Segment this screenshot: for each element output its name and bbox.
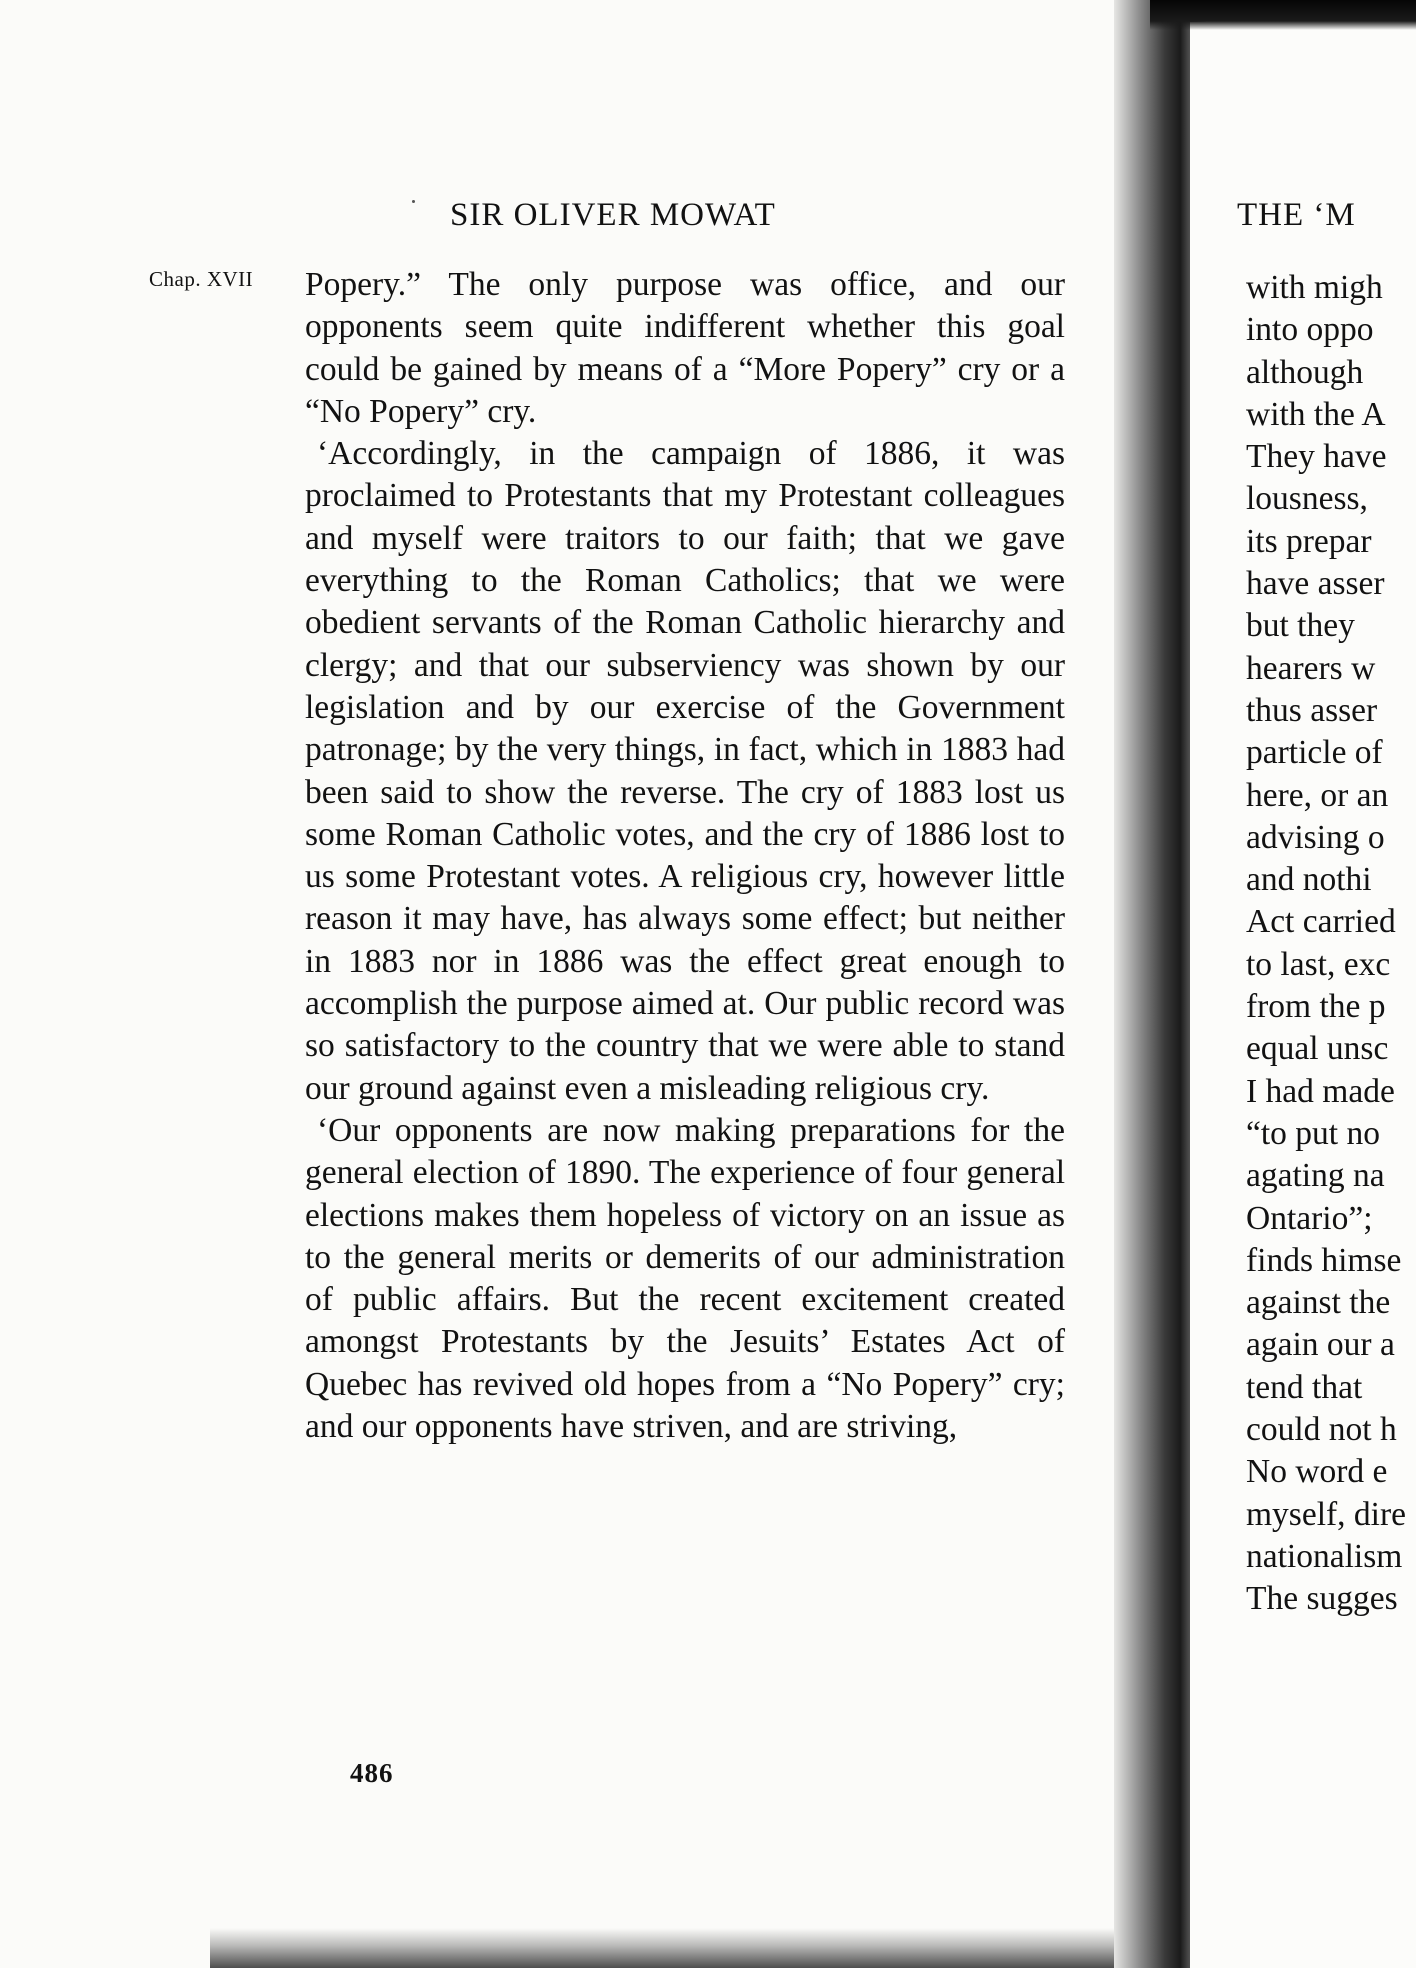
paragraph-1: Popery.” The only purpose was office, and our opponents seem quite indifferent whether this goal could be gained by means of a “More Popery” cry or a “No Popery” cry. [305, 266, 1065, 430]
right-page-line: “to put no [1246, 1114, 1380, 1152]
right-running-head: THE ‘M [1237, 197, 1356, 233]
right-page-line: equal unsc [1246, 1030, 1389, 1068]
right-page-line: advising o [1246, 818, 1385, 856]
right-page-line: its prepar [1246, 522, 1372, 560]
right-page-line: to last, exc [1246, 945, 1391, 983]
paragraph-3: ‘Our opponents are now making preparations for the general election of 1890. The experience of four general elections makes them hopeless of victory on an issue as to the general merits or demerits of our administration of public affairs. But the recent excitement created amongst Protestants by the Jesuits’ Estates Act of Quebec has revived old hopes from a “No Popery” cry; and our opponents have striven, and are striving, [305, 1111, 1065, 1446]
right-page-text [1246, 267, 1406, 1621]
body-text [305, 264, 1065, 1448]
top-edge-shadow [1150, 0, 1416, 30]
right-page-line: I had made [1246, 1072, 1395, 1110]
right-page-line: thus asser [1246, 691, 1378, 729]
right-page-line: with migh [1246, 269, 1383, 306]
right-page-line: nationalism [1246, 1537, 1403, 1575]
right-page-line: and nothi [1246, 861, 1372, 899]
right-page-line: agating na [1246, 1157, 1385, 1195]
right-page-line: from the p [1246, 988, 1386, 1026]
right-page-line: No word e [1246, 1453, 1388, 1491]
right-page-line: Act carried [1246, 903, 1396, 941]
right-page-line: have asser [1246, 565, 1385, 603]
paragraph-2: ‘Accordingly, in the campaign of 1886, it was proclaimed to Protestants that my Protestant colleagues and myself were traitors to our faith; that we gave everything to the Roman Catholics; that we were obedient servants of the Roman Catholic hierarchy and clergy; and that our subserviency was shown by our legislation and by our exercise of the Government patronage; by the very things, in fact, which in 1883 had been said to show the reverse. The cry of 1883 lost us some Roman Catholic votes, and the cry of 1886 lost to us some Protestant votes. A religious cry, however little reason it may have, has always some effect; but neither in 1883 nor in 1886 was the effect great enough to accomplish the purpose aimed at. Our public record was so satisfactory to the country that we were able to stand our ground against even a misleading religious cry. [305, 435, 1065, 1107]
right-page [1190, 22, 1416, 1968]
right-page-line: finds himse [1246, 1241, 1402, 1279]
chapter-label: Chap. XVII [149, 267, 254, 291]
right-page-line: Ontario”; [1246, 1199, 1373, 1237]
page-bottom-shadow [210, 1928, 1160, 1968]
right-page-line: myself, dire [1246, 1495, 1407, 1533]
page-number: 486 [350, 1758, 394, 1788]
right-page-line: particle of [1246, 734, 1383, 772]
right-page-line: tend that [1246, 1368, 1363, 1406]
print-speck [412, 200, 415, 203]
right-page-line: again our a [1246, 1326, 1395, 1364]
right-page-line: hearers w [1246, 649, 1376, 687]
right-page-line: They have [1246, 438, 1387, 476]
right-page-line: into oppo [1246, 311, 1374, 349]
right-page-line: here, or an [1246, 776, 1389, 814]
right-page-line: The sugges [1246, 1580, 1398, 1618]
right-page-line: lousness, [1246, 480, 1368, 518]
right-page-line: against the [1246, 1284, 1391, 1322]
right-page-line: could not h [1246, 1411, 1397, 1449]
right-page-line: although [1246, 353, 1364, 391]
right-page-line: with the A [1246, 395, 1386, 433]
right-page-line: but they [1246, 607, 1355, 645]
running-head: SIR OLIVER MOWAT [450, 197, 776, 233]
